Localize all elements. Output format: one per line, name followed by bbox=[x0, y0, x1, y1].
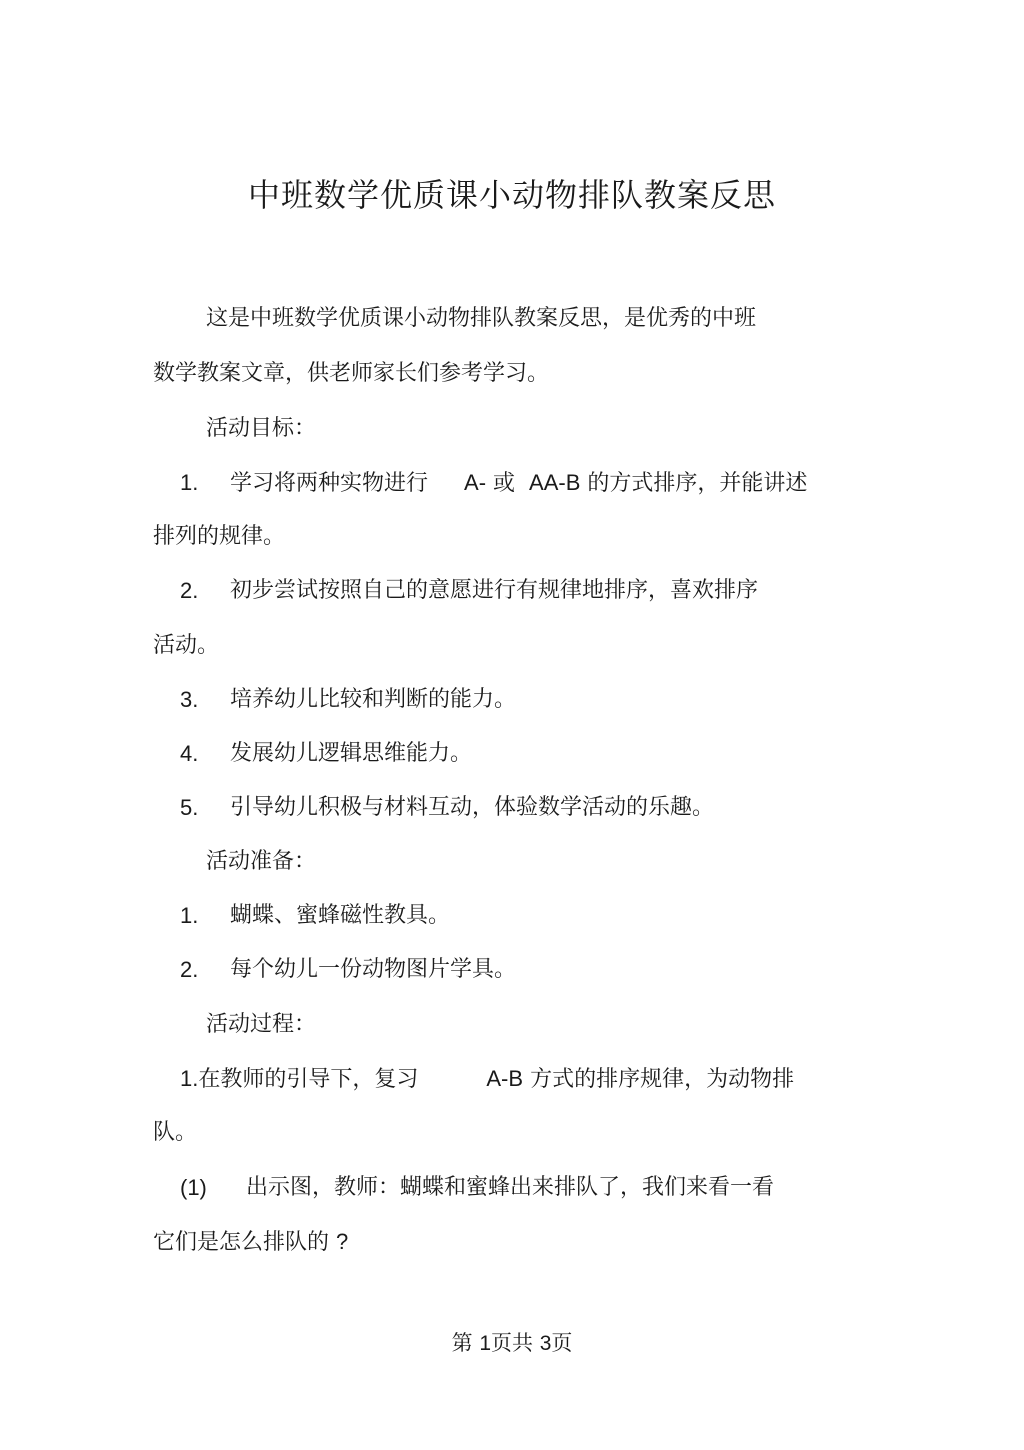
goal-2-continuation: 活动。 bbox=[153, 633, 220, 658]
process-step-1-code: A-B bbox=[486, 1066, 524, 1091]
goal-3-text: 培养幼儿比较和判断的能力。 bbox=[230, 687, 517, 712]
document-title: 中班数学优质课小动物排队教案反思 bbox=[247, 176, 776, 214]
page-footer bbox=[0, 1326, 1024, 1361]
goal-1-text-a: 学习将两种实物进行 bbox=[230, 471, 429, 496]
goal-5-number: 5. bbox=[180, 795, 199, 820]
goal-1-text-c: 的方式排序，并能讲述 bbox=[587, 471, 808, 496]
footer-label-a: 第 bbox=[451, 1331, 473, 1355]
prep-1-number: 1. bbox=[180, 903, 199, 928]
process-sub-1-text: 出示图，教师：蝴蝶和蜜蜂出来排队了，我们来看一看 bbox=[246, 1175, 775, 1200]
process-sub-1-question-mark: ? bbox=[336, 1229, 349, 1254]
goal-1-text bbox=[230, 466, 807, 501]
goal-1-code-b: AA-B bbox=[529, 470, 581, 495]
goals-heading: 活动目标： bbox=[206, 416, 317, 441]
goal-2-number: 2. bbox=[180, 578, 199, 603]
prep-1-text: 蝴蝶、蜜蜂磁性教具。 bbox=[230, 903, 451, 928]
prep-2-text: 每个幼儿一份动物图片学具。 bbox=[230, 957, 517, 982]
goal-1-code-a: A- bbox=[464, 470, 487, 495]
process-sub-1-continuation bbox=[153, 1225, 348, 1260]
process-heading: 活动过程： bbox=[206, 1012, 317, 1037]
process-step-1-number: 1. bbox=[180, 1066, 199, 1091]
intro-line-2: 数学教案文章，供老师家长们参考学习。 bbox=[153, 361, 550, 386]
goal-5-text: 引导幼儿积极与材料互动，体验数学活动的乐趣。 bbox=[230, 795, 715, 820]
prep-2-number: 2. bbox=[180, 957, 199, 982]
process-sub-1-number: (1) bbox=[180, 1175, 207, 1200]
footer-page-number: 1 bbox=[479, 1332, 491, 1355]
process-sub-1-cont-text: 它们是怎么排队的 bbox=[153, 1230, 330, 1255]
goal-4-number: 4. bbox=[180, 741, 199, 766]
footer-total-pages: 3 bbox=[539, 1332, 552, 1355]
goal-1-continuation: 排列的规律。 bbox=[153, 524, 286, 549]
goal-4-text: 发展幼儿逻辑思维能力。 bbox=[230, 741, 473, 766]
process-step-1-text-b: 方式的排序规律，为动物排 bbox=[530, 1067, 795, 1092]
goal-1-text-b: 或 bbox=[493, 471, 516, 496]
process-step-1 bbox=[180, 1062, 794, 1097]
goal-2-text: 初步尝试按照自己的意愿进行有规律地排序，喜欢排序 bbox=[230, 578, 759, 603]
intro-line-1: 这是中班数学优质课小动物排队教案反思，是优秀的中班 bbox=[206, 306, 757, 331]
process-step-1-continuation: 队。 bbox=[153, 1120, 198, 1145]
footer-label-c: 页 bbox=[551, 1331, 573, 1355]
goal-1-number: 1. bbox=[180, 470, 199, 495]
footer-label-b: 页共 bbox=[491, 1331, 533, 1355]
process-step-1-text-a: 在教师的引导下，复习 bbox=[198, 1067, 419, 1092]
prep-heading: 活动准备： bbox=[206, 849, 317, 874]
goal-3-number: 3. bbox=[180, 687, 199, 712]
